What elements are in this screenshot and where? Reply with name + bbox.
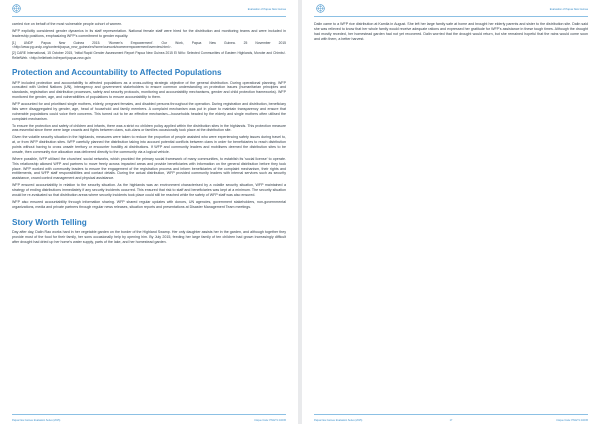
footer-divider: [12, 414, 286, 415]
right-page-content: [314, 22, 588, 44]
page-number: 17: [449, 419, 453, 422]
header-title: Evaluation of Papua New Guinea: [549, 8, 588, 11]
body-paragraph: To ensure the protection and safety of children and infants, there was a strict no children policy applied within the distribution sites in the highlands. This protection measure was essential since there were large crowds and fights between clans, sub-clans or families occasionally took place at the distribution site.: [12, 123, 286, 133]
un-emblem-icon: [316, 4, 325, 13]
footnote: [2] CARE International, 15 October 2015, 'Initial Rapid Gender Assessment Report Papua New Guinea 2015 El Niño: Selected Communities of Eastern Highlands, Morobe and Chimbu'. ReliefWeb. <http://reliefweb.int/report/papua-new-guin: [12, 51, 286, 60]
body-paragraph: Dalin came to a WFP rice distribution at Kamila in August. She left her large family safe at home and brought her elderly parents and sister to the distribution site. Dalin said she was relieved to know that her whole family would receive adequate rations and expressed her gratitude for WFP's assistance in these tough times. Although the drought had mostly receded, her homestead garden had not yet recovered. Dalin worried that the drought would return, but she remained hopeful that the rains would come soon and with them, a better harvest.: [314, 22, 588, 41]
header-divider: [314, 16, 588, 17]
body-paragraph: Where possible, WFP utilised the churches' social networks, which provided the primary social framework of many communities, to establish its 'social license' to operate. This relationship allowed WFP and partners to move freely across impacted areas and provide beneficiaries with information on the general distribution before they took place. WFP worked with community leaders to ensure the engagement of the registration process and inform beneficiaries of the complaint mechanism, their rights and entitlements, and WFP staff responsibilities and contact details. During the actual distribution, WFP provided community leaders with internal services such as security assistance, crowd control management and physical assistance.: [12, 156, 286, 181]
right-page: [302, 0, 600, 424]
footnote: [1] UNDP Papua New Guinea 2015. 'Women's Empowerment'. Our Work, Papua New Guinea. 25 November 2015 <http://www.pg.undp.org/content/papua_new_guinea/en/home/ourwork/womenempowerment/overview.html>.: [12, 40, 286, 49]
header-divider: [12, 16, 286, 17]
footer-left-text: Papua New Guinea: Evaluation Series (2015): [12, 419, 61, 422]
intro-paragraph: carried rice on behalf of the most vulnerable people cohort of women.: [12, 22, 123, 26]
intro-paragraph: WFP explicitly considered gender dynamics in its staff representation. National female staff were hired for the distribution and monitoring teams and were included in leadership positions, emphasizing WFP's commitment to gender equality.: [12, 28, 286, 38]
section-heading-protection: Protection and Accountability to Affected Populations: [12, 68, 222, 78]
body-paragraph: Given the volatile security situation in the highlands, measures were taken to reduce the proportion of people assisted who were experiencing safety issues during travel to, at, or from WFP distribution sites. WFP carefully planned the distribution taking into account potential conflicts between clans in order for beneficiaries to reach distribution points without having to cross unsafe territory or encounter hostility at distributions. If WFP and community leaders and mobilisers deemed the distribution sites to be unsafe, then community rice allocation was delivered directly to the community via a logical vehicle.: [12, 135, 286, 154]
body-paragraph: Day after day, Dalin Rao works hard in her vegetable garden on the border of the Highland Swamp. Her only daughter assists her in the garden, and although together they provide most of the food for their family, her sons occasionally help by opening him. By July 2015, feeding her large family of ten children had grown increasingly difficult after drought had dried up her home's water supply, parts of the lake, and her homestead garden.: [12, 230, 286, 244]
footer-divider: [314, 414, 588, 415]
un-emblem-icon: [12, 4, 21, 13]
header-title: Evaluation of Papua New Guinea: [247, 8, 286, 11]
body-paragraph: WFP also ensured accountability through information sharing. WFP shared regular updates with donors, UN agencies, government stakeholders, non-governmental organizations, media and private partners through regular news releases, situation reports and presentations at Disaster Management Team meetings.: [12, 199, 286, 209]
body-paragraph: WFP accounted for and prioritised single mothers, elderly, pregnant females, and disabled persons throughout the operation. During registration and distribution, beneficiary lists were disaggregated by gender, age, head of household and family members. A complaint mechanism was put in place to maintain transparency and ensure that vulnerable populations could voice their concerns. This turned out to be an effective mechanism—households headed by the elderly and single mothers often utilised the complaint mechanism.: [12, 102, 286, 121]
body-paragraph: WFP included protection and accountability to affected populations as a cross-cutting strategic objective of the general distribution. During operational planning, WFP consulted with United Nations (UN), interagency and government stakeholders to ensure common understanding on protection issues (humanitarian principles and standards, registration and distribution processes, safety and security protocols, monitoring and accountability mechanisms, gender and child protection frameworks). WFP monitored the gender, age, and vulnerabilities of populations to ensure accountability to them.: [12, 80, 286, 100]
left-page-content: [12, 22, 286, 247]
footer-right-text: Unique Code: PNG/T1 2/2015: [556, 419, 588, 422]
body-paragraph: WFP ensured accountability in relation to the security situation. As the highlands was an environment characterised by a volatile security situation, WFP maintained a strategy of ending distributions immediately if any security incidents occurred. This ensured that risk to staff and beneficiaries was kept at a minimum. The security situation would be re-evaluated so that distribution areas where security incidents took place could still be reached while the safety of WFP staff was also ensured.: [12, 183, 286, 197]
footer-right-text: Unique Code: PNG/T1 2/2015: [254, 419, 286, 422]
section-heading-story: Story Worth Telling: [12, 217, 87, 227]
footer-left-text: Papua New Guinea: Evaluation Series (2015): [314, 419, 363, 422]
left-page: [0, 0, 298, 424]
